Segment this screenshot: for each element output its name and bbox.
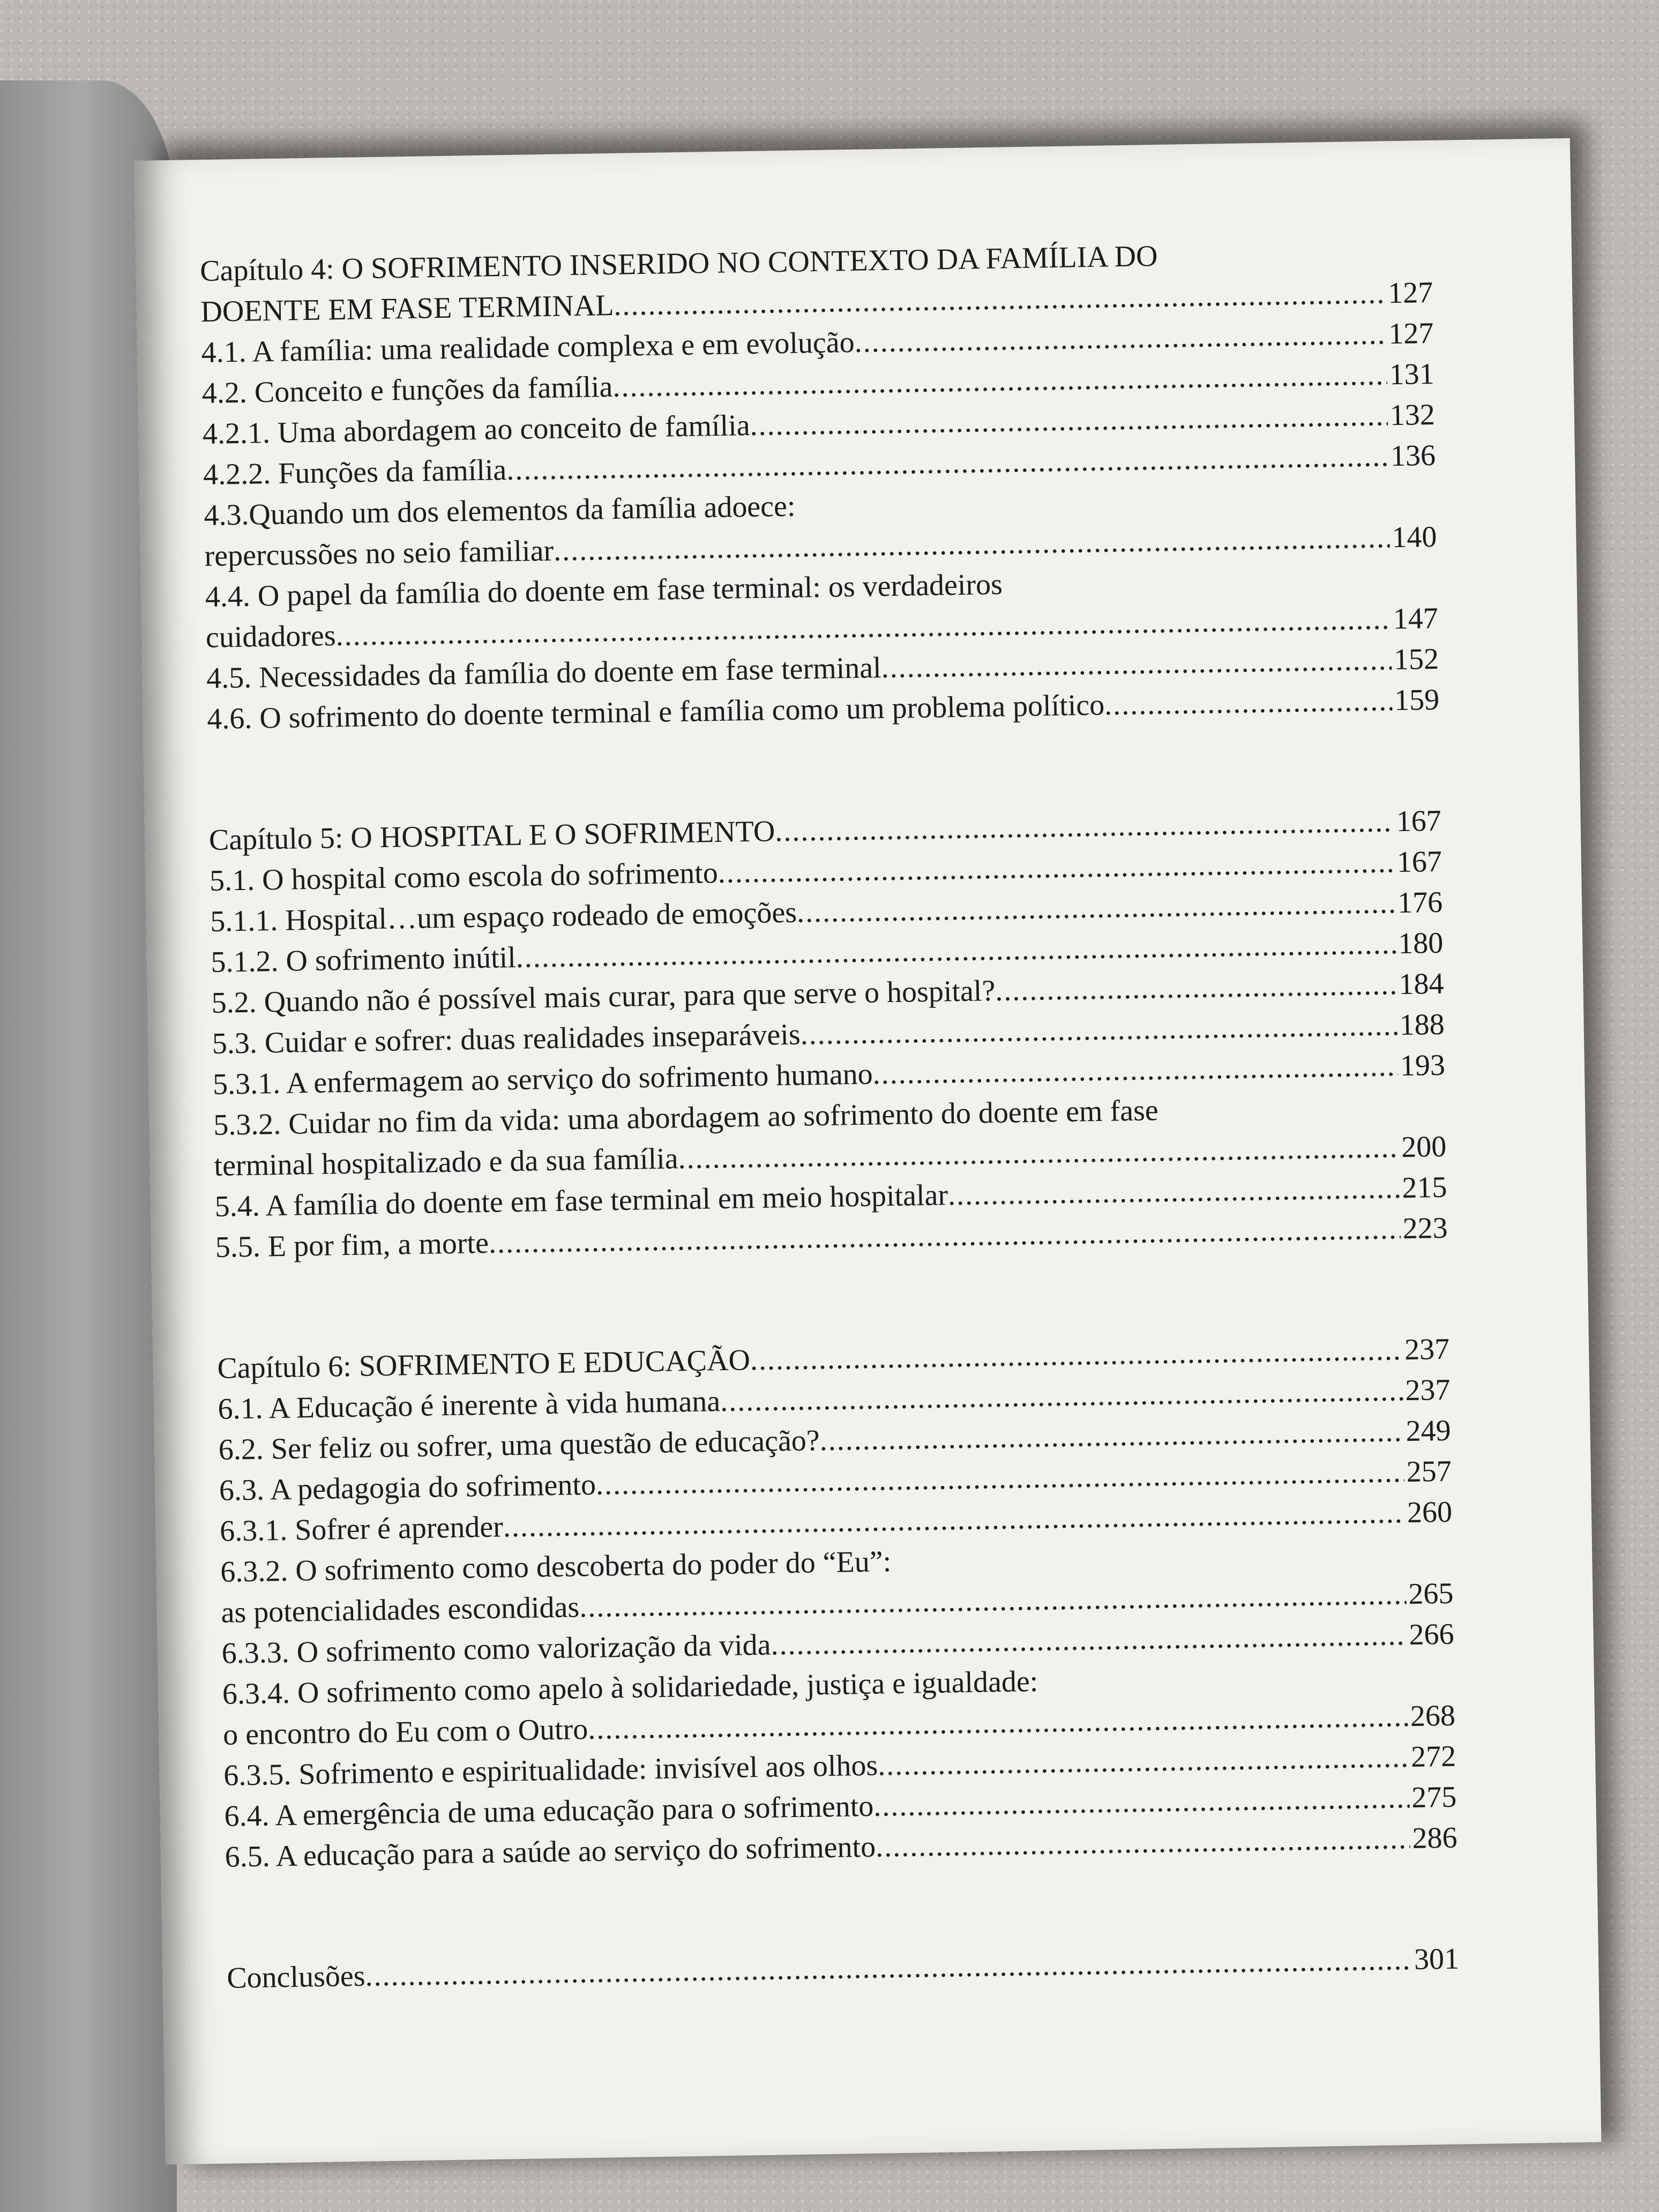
table-of-contents bbox=[200, 231, 1461, 2079]
toc-entry-heading-line: Capítulo 4: O SOFRIMENTO INSERIDO NO CONTEXTO DA FAMÍLIA DO bbox=[199, 240, 1158, 288]
toc-entry bbox=[227, 1939, 1460, 1999]
toc-entry-label: as potencialidades escondidas bbox=[221, 1590, 580, 1630]
toc-page-number: 200 bbox=[1401, 1130, 1447, 1164]
toc-entry-label: cuidadores bbox=[205, 619, 337, 655]
toc-page-number: 265 bbox=[1408, 1576, 1454, 1611]
toc-page-number: 188 bbox=[1399, 1007, 1445, 1042]
toc-page-number: 257 bbox=[1406, 1454, 1452, 1489]
toc-page-number: 272 bbox=[1410, 1739, 1456, 1774]
toc-entry-label: 5.3.1. A enfermagem ao serviço do sofrimento humano bbox=[212, 1057, 873, 1101]
toc-entry-label: 4.2.2. Funções da família bbox=[203, 453, 507, 492]
toc-entry-label: 6.1. A Educação é inerente à vida humana bbox=[218, 1385, 721, 1426]
toc-entry-label: 4.5. Necessidades da família do doente em fase terminal bbox=[206, 651, 882, 695]
toc-entry-row bbox=[227, 1939, 1460, 1999]
book-page bbox=[134, 138, 1601, 2165]
toc-page-number: 193 bbox=[1400, 1048, 1446, 1083]
toc-page-number: 260 bbox=[1407, 1495, 1453, 1529]
toc-leader-dots bbox=[995, 964, 1397, 1011]
toc-entry-label: 5.3. Cuidar e sofrer: duas realidades inseparáveis bbox=[212, 1018, 801, 1060]
toc-entry-label: 5.5. E por fim, a morte bbox=[215, 1226, 489, 1264]
toc-entry-heading-line: 5.3.2. Cuidar no fim da vida: uma abordagem ao sofrimento do doente em fase bbox=[213, 1094, 1159, 1142]
toc-entry-label: repercussões no seio familiar bbox=[204, 534, 554, 573]
toc-page-number: 167 bbox=[1396, 804, 1442, 839]
toc-entry-label: 4.2.1. Uma abordagem ao conceito de família bbox=[202, 409, 751, 451]
toc-entry-label: terminal hospitalizado e da sua família bbox=[213, 1142, 679, 1183]
toc-leader-dots bbox=[365, 1939, 1413, 1997]
toc-entry-label: Capítulo 5: O HOSPITAL E O SOFRIMENTO bbox=[208, 814, 775, 857]
toc-page-number: 223 bbox=[1402, 1211, 1448, 1246]
toc-section bbox=[227, 1939, 1460, 1999]
toc-entry-label: Capítulo 6: SOFRIMENTO E EDUCAÇÃO bbox=[216, 1343, 751, 1385]
toc-leader-dots bbox=[875, 1818, 1410, 1867]
toc-entry-heading-line: 4.3.Quando um dos elementos da família adoece: bbox=[203, 489, 796, 533]
toc-entry-label: 4.2. Conceito e funções da família bbox=[201, 370, 613, 410]
toc-page-number: 159 bbox=[1394, 683, 1440, 718]
toc-entry-label: 5.4. A família do doente em fase terminal em meio hospitalar bbox=[214, 1178, 948, 1223]
toc-section bbox=[208, 801, 1448, 1268]
toc-entry-label: 5.1.2. O sofrimento inútil bbox=[211, 940, 517, 979]
toc-entry-label: 4.1. A família: uma realidade complexa e em evolução bbox=[201, 325, 855, 370]
toc-page-number: 237 bbox=[1404, 1373, 1451, 1408]
toc-entry-label: DOENTE EM FASE TERMINAL bbox=[200, 288, 614, 329]
toc-entry-label: 5.1.1. Hospital…um espaço rodeado de emoções bbox=[210, 895, 797, 938]
toc-section bbox=[217, 1329, 1458, 1878]
toc-entry-heading-line: 6.3.2. O sofrimento como descoberta do poder do “Eu”: bbox=[220, 1545, 892, 1589]
toc-page-number: 237 bbox=[1404, 1332, 1450, 1367]
toc-entry-label: o encontro do Eu com o Outro bbox=[222, 1713, 588, 1752]
toc-page-number: 147 bbox=[1393, 601, 1439, 636]
toc-entry-label: 6.3.5. Sofrimento e espiritualidade: invisível aos olhos bbox=[223, 1748, 878, 1792]
toc-entry-label: 6.5. A educação para a saúde ao serviço do sofrimento bbox=[225, 1830, 876, 1874]
toc-leader-dots bbox=[947, 1168, 1400, 1215]
toc-page-number: 215 bbox=[1401, 1170, 1447, 1205]
toc-entry-label: 6.3. A pedagogia do sofrimento bbox=[219, 1468, 596, 1507]
toc-page-number: 167 bbox=[1396, 845, 1443, 879]
toc-page-number: 266 bbox=[1409, 1617, 1454, 1651]
toc-page-number: 127 bbox=[1387, 275, 1433, 310]
toc-entry-label: 5.2. Quando não é possível mais curar, para que serve o hospital? bbox=[211, 974, 996, 1020]
toc-page-number: 301 bbox=[1414, 1942, 1460, 1976]
toc-page-number: 127 bbox=[1388, 316, 1434, 351]
toc-page-number: 249 bbox=[1406, 1414, 1452, 1448]
toc-page-number: 268 bbox=[1410, 1699, 1456, 1733]
toc-leader-dots bbox=[1104, 680, 1393, 725]
toc-entry-label: 6.3.3. O sofrimento como valorização da vida bbox=[221, 1628, 771, 1670]
toc-entry-label: 6.3.1. Sofrer é aprender bbox=[219, 1510, 504, 1548]
toc-page-number: 184 bbox=[1398, 967, 1444, 1002]
toc-page-number: 140 bbox=[1391, 520, 1437, 555]
toc-entry-label: 5.1. O hospital como escola do sofrimento bbox=[209, 856, 719, 898]
toc-page-number: 275 bbox=[1411, 1780, 1457, 1814]
toc-entry-label: Conclusões bbox=[226, 1959, 365, 1995]
toc-entry-label: 6.2. Ser feliz ou sofrer, uma questão de educação? bbox=[218, 1424, 820, 1467]
toc-page-number: 152 bbox=[1393, 642, 1439, 677]
toc-entry-heading-line: 4.4. O papel da família do doente em fase terminal: os verdadeiros bbox=[205, 567, 1003, 614]
toc-section bbox=[200, 231, 1440, 739]
toc-page-number: 286 bbox=[1411, 1821, 1458, 1855]
toc-entry-label: 6.4. A emergência de uma educação para o sofrimento bbox=[224, 1789, 874, 1833]
toc-page-number: 180 bbox=[1398, 926, 1444, 961]
toc-page-number: 132 bbox=[1389, 398, 1436, 432]
toc-entry-heading-line: 6.3.4. O sofrimento como apelo à solidariedade, justiça e igualdade: bbox=[222, 1664, 1038, 1711]
toc-page-number: 176 bbox=[1397, 885, 1443, 920]
toc-page-number: 131 bbox=[1389, 357, 1435, 392]
toc-page-number: 136 bbox=[1390, 438, 1436, 473]
toc-entry-label: 4.6. O sofrimento do doente terminal e família como um problema político bbox=[206, 688, 1105, 736]
